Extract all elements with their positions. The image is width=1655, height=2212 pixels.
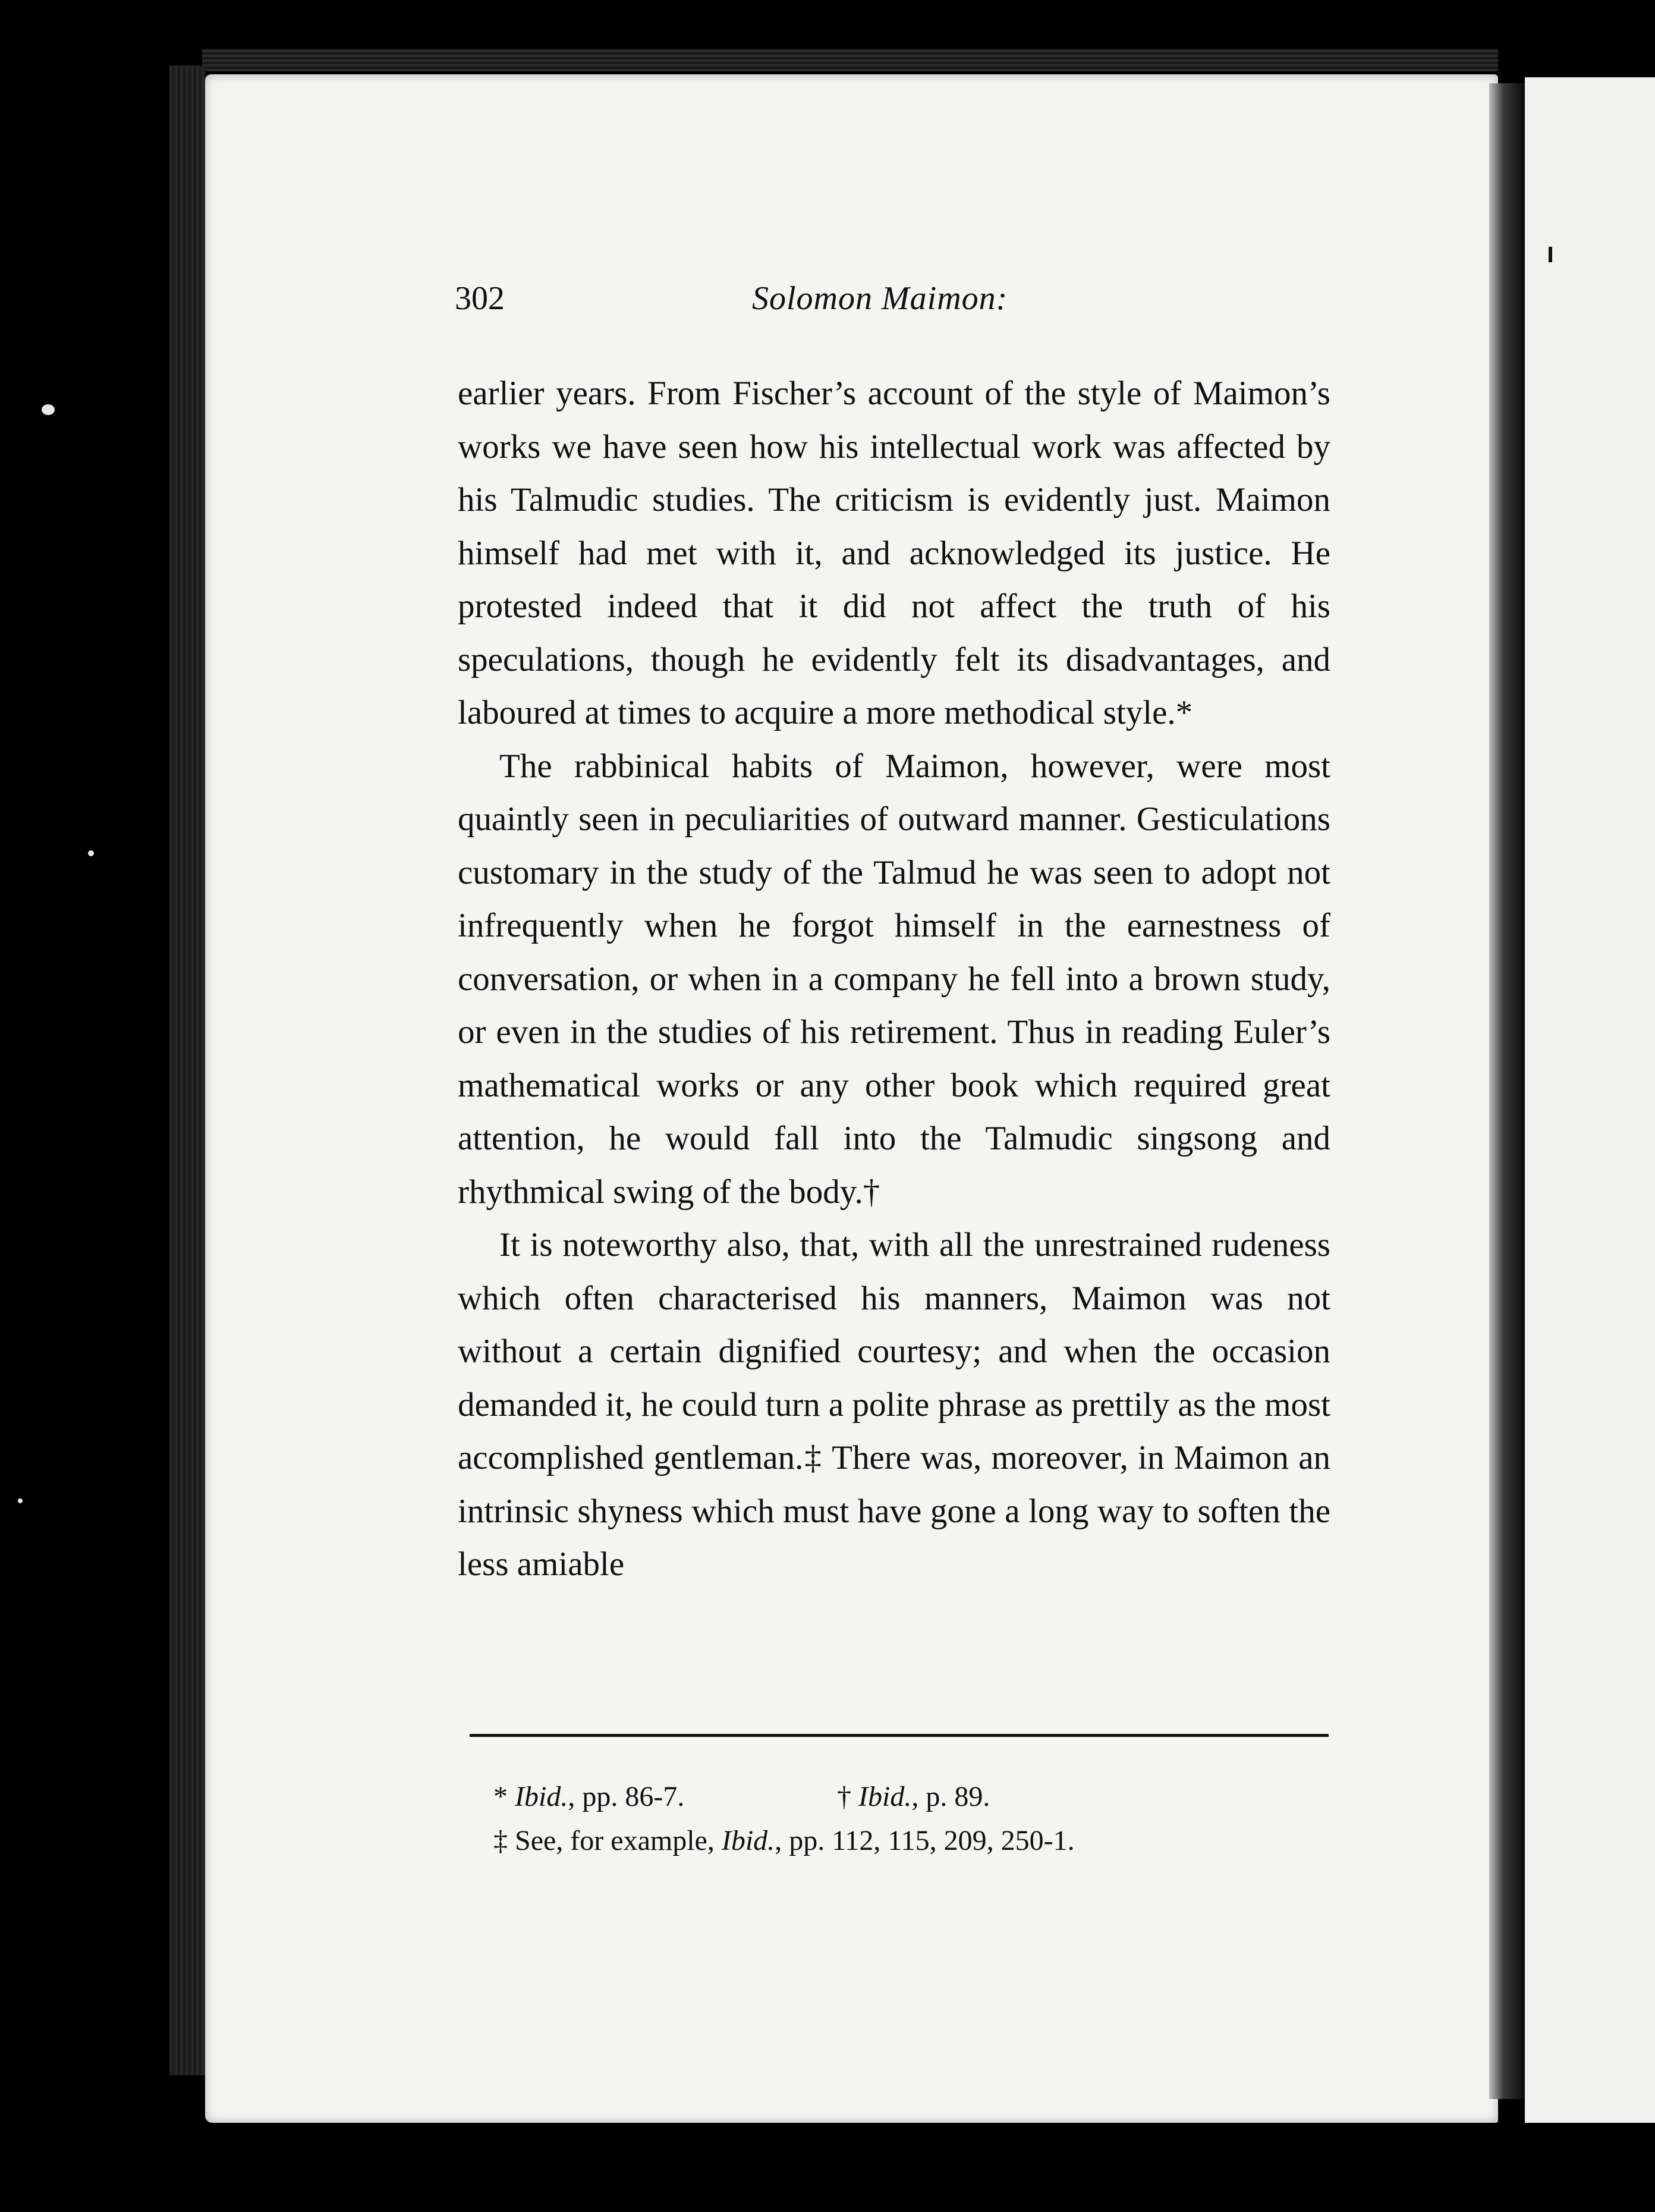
footnote-3-mark: ‡: [493, 1825, 508, 1856]
footnote-3-pre: See, for example,: [508, 1825, 722, 1856]
footnote-3-ibid: Ibid.: [721, 1825, 775, 1856]
page-header: [455, 279, 1332, 327]
footnote-1-text: , pp. 86-7.: [568, 1781, 685, 1812]
scan-speck: [88, 850, 94, 856]
footnotes: [493, 1775, 1326, 1863]
paragraph-1: earlier years. From Fischer’s account of the style of Maimon’s works we have seen how his intellectual work was affected by his Talmudic studies. The criticism is evidently just. Maimon himself had met with it, and acknowledged its justice. He protested indeed that it did not affect the truth of his speculations, though he evidently felt its disadvantages, and laboured at times to acquire a more methodical style.*: [458, 375, 1330, 731]
book-page-edges: [169, 65, 205, 2075]
scan-speck: [42, 404, 55, 415]
footnote-rule: [470, 1734, 1329, 1737]
footnote-line-1: [493, 1775, 1326, 1819]
footnote-1-mark: *: [493, 1781, 508, 1812]
facing-page: [1525, 77, 1655, 2123]
facing-page-mark: [1549, 247, 1552, 262]
footnote-2-mark: †: [837, 1781, 851, 1812]
page-number: 302: [455, 280, 505, 317]
paragraph-2: The rabbinical habits of Maimon, however, were most quaintly seen in peculiarities of outward manner. Gesticulations customary in the study of the Talmud he was seen to adopt not infrequently when he forgot himself in the earnestness of conversation, or when in a company he fell into a brown study, or even in the studies of his retirement. Thus in reading Euler’s mathematical works or any other book which required great attention, he would fall into the Talmudic singsong and rhythmical swing of the body.†: [458, 747, 1330, 1211]
footnote-3-text: , pp. 112, 115, 209, 250-1.: [775, 1825, 1075, 1856]
paragraph-3: It is noteworthy also, that, with all the unrestrained rudeness which often characterised his manners, Maimon was not without a certain dignified courtesy; and when the occasion demanded it, he could turn a polite phrase as prettily as the most accomplished gentleman.‡ There was, moreover, in Maimon an intrinsic shyness which must have gone a long way to soften the less amiable: [458, 1226, 1330, 1583]
scan-speck: [18, 1498, 23, 1503]
running-head: Solomon Maimon:: [752, 280, 1008, 317]
footnote-2-ibid: Ibid.: [858, 1781, 912, 1812]
footnote-2: [837, 1775, 990, 1819]
footnote-1-ibid: Ibid.: [515, 1781, 568, 1812]
footnote-2-text: , p. 89.: [911, 1781, 990, 1812]
footnote-line-2: [493, 1819, 1326, 1863]
book-top-edge: [202, 49, 1498, 71]
footnote-1: [493, 1781, 684, 1812]
body-text: [458, 367, 1330, 1591]
book-spine: [1489, 83, 1525, 2099]
